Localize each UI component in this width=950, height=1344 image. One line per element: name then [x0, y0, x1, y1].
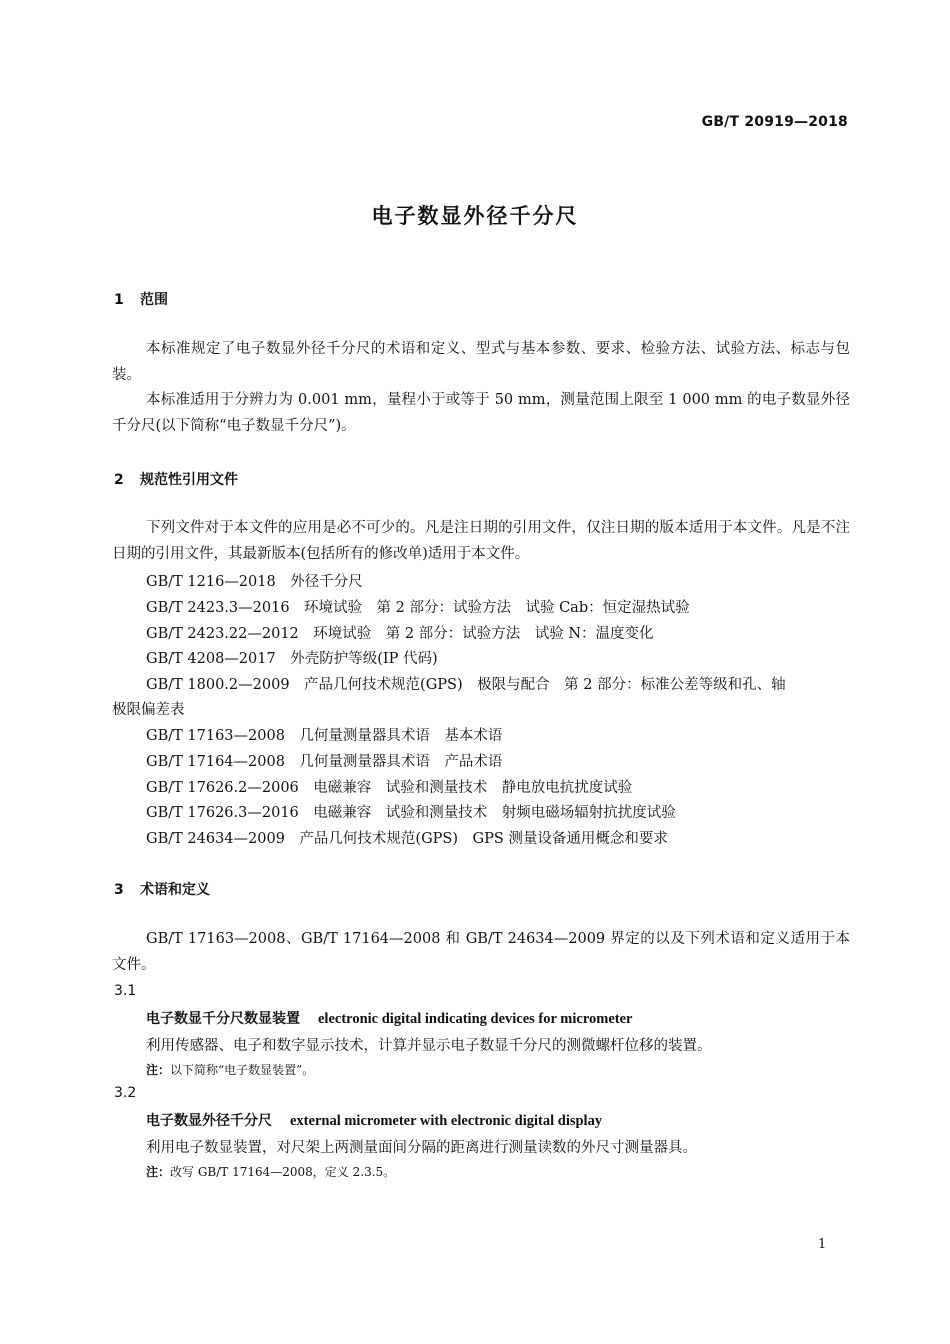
term-note [146, 1061, 314, 1078]
reference-item: GB/T 2423.22—2012 环境试验 第 2 部分：试验方法 试验 N：温度变化 [146, 626, 654, 642]
section-title: 规范性引用文件 [140, 472, 238, 488]
standard-code: GB/T 20919—2018 [701, 114, 848, 130]
section-1-paragraph-1: 本标准规定了电子数显外径千分尺的术语和定义、型式与基本参数、要求、检验方法、试验方法、标志与包装。 [112, 341, 850, 383]
term-definition: 利用传感器、电子和数字显示技术，计算并显示电子数显千分尺的测微螺杆位移的装置。 [146, 1038, 712, 1054]
reference-item: GB/T 1800.2—2009 产品几何技术规范(GPS) 极限与配合 第 2 部分：标准公差等级和孔、轴 [146, 677, 786, 693]
reference-item: GB/T 17626.2—2006 电磁兼容 试验和测量技术 静电放电抗扰度试验 [146, 780, 633, 796]
reference-item: GB/T 17164—2008 几何量测量器具术语 产品术语 [146, 754, 503, 770]
section-title: 范围 [140, 292, 168, 308]
section-title: 术语和定义 [140, 882, 210, 898]
section-3-heading [114, 879, 210, 899]
section-2-heading [114, 469, 238, 489]
term-title-zh: 电子数显外径千分尺 [146, 1113, 272, 1129]
section-2-intro: 下列文件对于本文件的应用是必不可少的。凡是注日期的引用文件，仅注日期的版本适用于本文件。凡是不注日期的引用文件，其最新版本(包括所有的修改单)适用于本文件。 [112, 520, 850, 562]
note-label: 注： [146, 1165, 171, 1179]
section-1-heading [114, 289, 168, 309]
page-number: 1 [818, 1237, 827, 1252]
document-title: 电子数显外径千分尺 [371, 204, 579, 228]
term-note [146, 1163, 395, 1180]
reference-item: GB/T 17163—2008 几何量测量器具术语 基本术语 [146, 728, 503, 744]
reference-item: GB/T 24634—2009 产品几何技术规范(GPS) GPS 测量设备通用概念和要求 [146, 831, 668, 847]
term-title [146, 1008, 633, 1028]
reference-item: GB/T 17626.3—2016 电磁兼容 试验和测量技术 射频电磁场辐射抗扰度试验 [146, 805, 676, 821]
term-title [146, 1110, 602, 1130]
term-number: 3.1 [114, 983, 137, 999]
reference-item: GB/T 1216—2018 外径千分尺 [146, 574, 363, 590]
term-title-en: electronic digital indicating devices for micrometer [318, 1011, 633, 1027]
reference-item-continuation: 极限偏差表 [112, 702, 185, 718]
term-title-en: external micrometer with electronic digital display [290, 1113, 603, 1129]
reference-item: GB/T 4208—2017 外壳防护等级(IP 代码) [146, 651, 438, 667]
note-text: 改写 GB/T 17164—2008，定义 2.3.5。 [170, 1165, 396, 1179]
note-text: 以下简称“电子数显装置”。 [170, 1063, 315, 1077]
term-definition: 利用电子数显装置，对尺架上两测量面间分隔的距离进行测量读数的外尺寸测量器具。 [146, 1140, 697, 1156]
term-number: 3.2 [114, 1085, 137, 1101]
reference-item: GB/T 2423.3—2016 环境试验 第 2 部分：试验方法 试验 Cab：恒定湿热试验 [146, 600, 690, 616]
section-3-intro: GB/T 17163—2008、GB/T 17164—2008 和 GB/T 24634—2009 界定的以及下列术语和定义适用于本文件。 [112, 931, 850, 973]
section-number: 3 [114, 882, 124, 898]
section-number: 1 [114, 292, 124, 308]
term-title-zh: 电子数显千分尺数显装置 [146, 1011, 300, 1027]
section-number: 2 [114, 472, 124, 488]
note-label: 注： [146, 1063, 171, 1077]
section-1-paragraph-2: 本标准适用于分辨力为 0.001 mm，量程小于或等于 50 mm，测量范围上限至 1 000 mm 的电子数显外径千分尺(以下简称“电子数显千分尺”)。 [112, 392, 850, 434]
